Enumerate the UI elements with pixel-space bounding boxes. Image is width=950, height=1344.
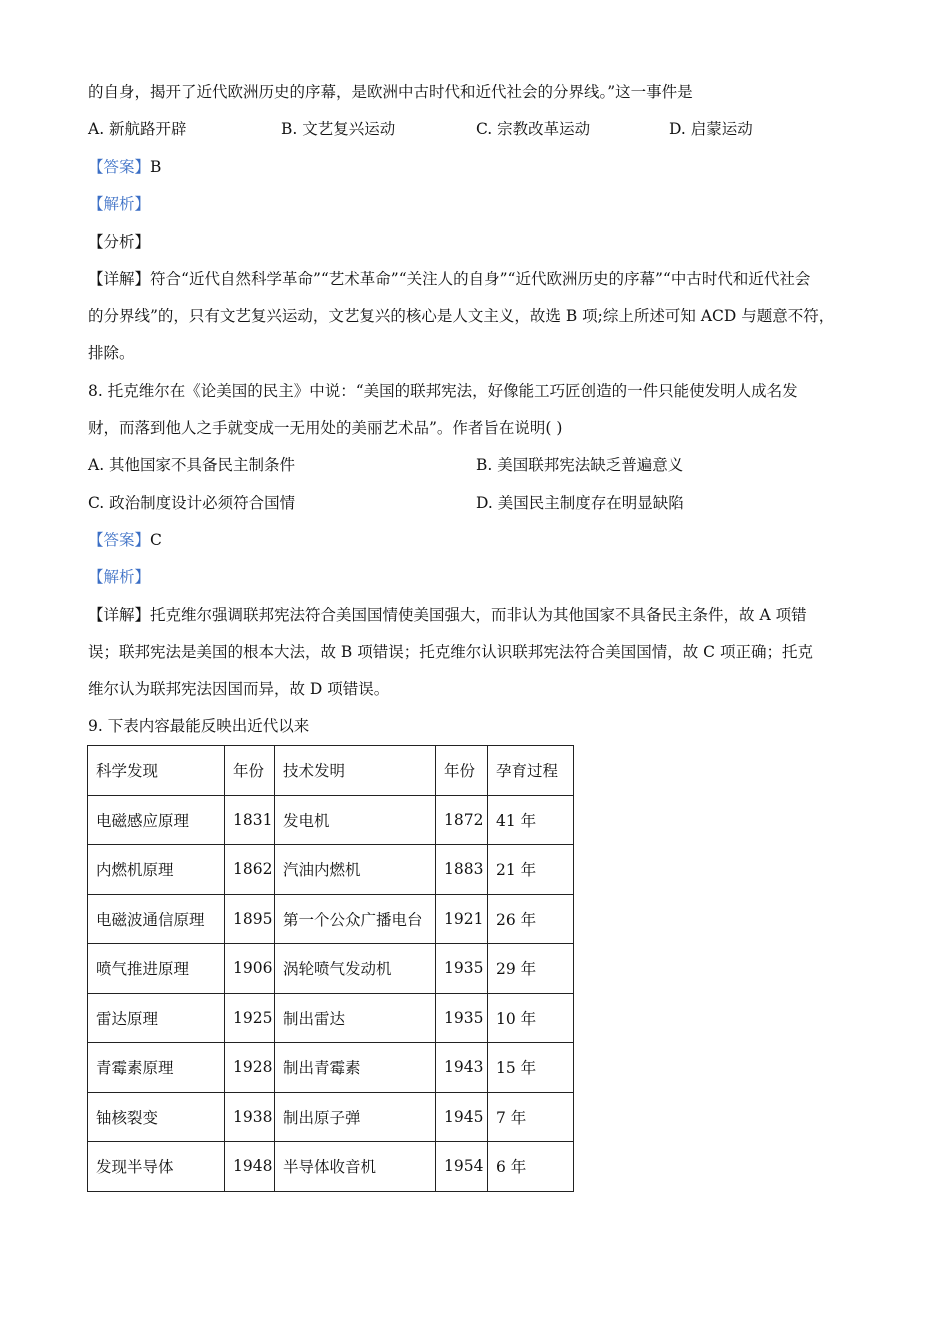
q8-option-c: C. 政治制度设计必须符合国情 [88,494,296,512]
q8-detail-line-3: 维尔认为联邦宪法因国而异，故 D 项错误。 [88,680,390,698]
table-cell: 1945 [436,1092,488,1142]
table-cell: 发现半导体 [88,1142,225,1192]
table-row [88,1043,574,1093]
q7-detail-line-1 [88,269,810,289]
table-row [88,1142,574,1192]
table-cell: 1928 [225,1043,275,1093]
table-cell: 1935 [436,944,488,994]
q8-detail-line-1 [88,605,807,625]
answer-value: C [150,531,162,549]
table-cell: 1948 [225,1142,275,1192]
table-cell: 汽油内燃机 [275,845,436,895]
table-cell: 雷达原理 [88,993,225,1043]
table-cell: 1895 [225,894,275,944]
table-cell: 1831 [225,795,275,845]
table-cell: 1906 [225,944,275,994]
table-cell: 21 年 [488,845,574,895]
table-row [88,894,574,944]
table-cell: 10 年 [488,993,574,1043]
table-cell: 第一个公众广播电台 [275,894,436,944]
detail-text: 托克维尔强调联邦宪法符合美国国情使美国强大，而非认为其他国家不具备民主条件，故 A 项错 [150,606,807,624]
q8-detail-line-2: 误；联邦宪法是美国的根本大法，故 B 项错误；托克维尔认识联邦宪法符合美国国情，故 C 项正确；托克 [88,643,813,661]
table-cell: 青霉素原理 [88,1043,225,1093]
table-row [88,944,574,994]
table-header-row [88,746,574,796]
table-header-cell: 年份 [436,746,488,796]
table-cell: 1954 [436,1142,488,1192]
table-header-cell: 技术发明 [275,746,436,796]
detail-text: 符合“近代自然科学革命”“艺术革命”“关注人的自身”“近代欧洲历史的序幕”“中古时代和近代社会 [150,270,811,288]
detail-tag: 【详解】 [88,606,151,624]
table-header-cell: 科学发现 [88,746,225,796]
table-header-cell: 年份 [225,746,275,796]
table-row [88,993,574,1043]
table-cell: 41 年 [488,795,574,845]
table-cell: 半导体收音机 [275,1142,436,1192]
q7-option-c: C. 宗教改革运动 [476,120,591,138]
table-cell: 26 年 [488,894,574,944]
q7-analysis-tag: 【解析】 [88,195,151,213]
table-cell: 发电机 [275,795,436,845]
q7-text: 的自身，揭开了近代欧洲历史的序幕，是欧洲中古时代和近代社会的分界线。”这一事件是 [88,83,693,101]
table-cell: 1935 [436,993,488,1043]
q8-option-a: A. 其他国家不具备民主制条件 [88,456,296,474]
table-header-cell: 孕育过程 [488,746,574,796]
table-cell: 铀核裂变 [88,1092,225,1142]
table-cell: 涡轮喷气发动机 [275,944,436,994]
q8-option-d: D. 美国民主制度存在明显缺陷 [476,494,684,512]
q7-fenxi-tag: 【分析】 [88,233,151,251]
answer-value: B [150,158,162,176]
table-cell: 1872 [436,795,488,845]
q8-answer [88,530,162,550]
table-cell: 内燃机原理 [88,845,225,895]
q8-text-line-1: 8. 托克维尔在《论美国的民主》中说：“美国的联邦宪法，好像能工巧匠创造的一件只能使发明人成名发 [88,382,798,400]
answer-tag: 【答案】 [88,531,151,549]
table-cell: 29 年 [488,944,574,994]
detail-tag: 【详解】 [88,270,151,288]
q7-option-b: B. 文艺复兴运动 [281,120,396,138]
table-cell: 1883 [436,845,488,895]
table-cell: 制出青霉素 [275,1043,436,1093]
table-cell: 15 年 [488,1043,574,1093]
table-cell: 制出雷达 [275,993,436,1043]
q9-text: 9. 下表内容最能反映出近代以来 [88,717,310,735]
table-cell: 1943 [436,1043,488,1093]
discovery-invention-table [87,745,574,1192]
q7-detail-line-2: 的分界线”的，只有文艺复兴运动，文艺复兴的核心是人文主义，故选 B 项;综上所述可知 ACD 与题意不符， [88,307,835,325]
table-cell: 制出原子弹 [275,1092,436,1142]
table-cell: 电磁波通信原理 [88,894,225,944]
answer-tag: 【答案】 [88,158,151,176]
table-cell: 6 年 [488,1142,574,1192]
table-cell: 1862 [225,845,275,895]
table-row [88,845,574,895]
q7-answer [88,157,161,177]
table-row [88,1092,574,1142]
q8-text-line-2: 财，而落到他人之手就变成一无用处的美丽艺术品”。作者旨在说明( ) [88,419,563,437]
q8-analysis-tag: 【解析】 [88,568,151,586]
table-cell: 喷气推进原理 [88,944,225,994]
table-cell: 1938 [225,1092,275,1142]
table-cell: 7 年 [488,1092,574,1142]
q8-option-b: B. 美国联邦宪法缺乏普遍意义 [476,456,684,474]
table-cell: 电磁感应原理 [88,795,225,845]
table-cell: 1925 [225,993,275,1043]
table-row [88,795,574,845]
q7-option-a: A. 新航路开辟 [88,120,187,138]
table-cell: 1921 [436,894,488,944]
q7-detail-line-3: 排除。 [88,344,135,362]
q7-option-d: D. 启蒙运动 [669,120,753,138]
